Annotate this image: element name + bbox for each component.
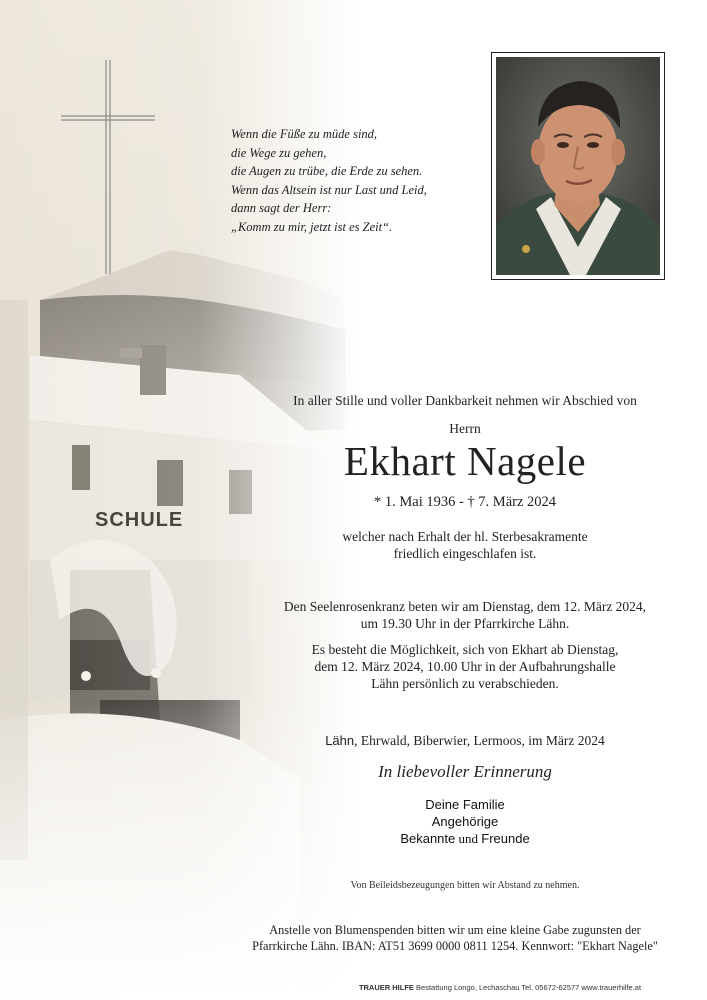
life-dates: * 1. Mai 1936 - † 7. März 2024 [373,494,557,510]
school-sign: SCHULE [95,509,184,531]
place-town: Lähn [325,733,355,748]
farewell-line-3: Lähn persönlich zu verabschieden. [371,676,559,691]
portrait-image [496,57,660,275]
mourners-line-2: Angehörige [431,814,499,829]
footer [300,983,700,992]
poem-line: die Augen zu trübe, die Erde zu sehen. [231,164,423,179]
rosary-line-2: um 19.30 Uhr in der Pfarrkirche Lähn. [360,616,570,631]
donation-line-2: Pfarrkirche Lähn. IBAN: AT51 3699 0000 0811 1254. Kennwort: "Ekhart Nagele" [252,939,658,953]
footer-brand: TRAUER HILFE [358,983,414,992]
mourners-and: und [455,831,482,846]
place-rest: , Ehrwald, Biberwier, Lermoos, im März 2024 [354,733,605,748]
footer-details: Bestattung Longo, Lechaschau Tel. 05672-62577 www.trauerhilfe.at [413,983,642,992]
farewell-line-2: dem 12. März 2024, 10.00 Uhr in der Aufbahrungshalle [314,659,616,674]
farewell-line-1: Es besteht die Möglichkeit, sich von Ekhart ab Dienstag, [311,642,619,657]
poem-line: Wenn die Füße zu müde sind, [231,127,378,141]
death-line-2: friedlich eingeschlafen ist. [393,546,537,561]
poem-line: „Komm zu mir, jetzt ist es Zeit“. [231,219,393,234]
cross-icon [58,58,158,278]
poem-line: die Wege zu gehen, [231,145,327,160]
deceased-name: Ekhart Nagele [343,438,587,484]
mourners-line-1: Deine Familie [425,797,505,812]
rosary-line-1: Den Seelenrosenkranz beten wir am Dienstag, dem 12. März 2024, [283,599,647,614]
poem [231,125,481,237]
place-date [255,732,675,749]
condolence-notice: Von Beileidsbezeugungen bitten wir Abstand zu nehmen. [350,880,580,891]
mourners-acquaintances: Bekannte [400,831,456,846]
salutation: Herrn [449,421,481,436]
intro-text: In aller Stille und voller Dankbarkeit nehmen wir Abschied von [293,393,637,408]
donation-line-1: Anstelle von Blumenspenden bitten wir um eine kleine Gabe zugunsten der [269,923,641,937]
portrait-photo [491,52,665,280]
poem-line: Wenn das Altsein ist nur Last und Leid, [231,182,427,197]
death-line-1: welcher nach Erhalt der hl. Sterbesakramente [342,529,588,544]
mourners-line-3 [255,830,675,847]
mourners-friends: Freunde [481,831,530,846]
memory-heading: In liebevoller Erinnerung [378,762,552,781]
poem-line: dann sagt der Herr: [231,201,332,216]
